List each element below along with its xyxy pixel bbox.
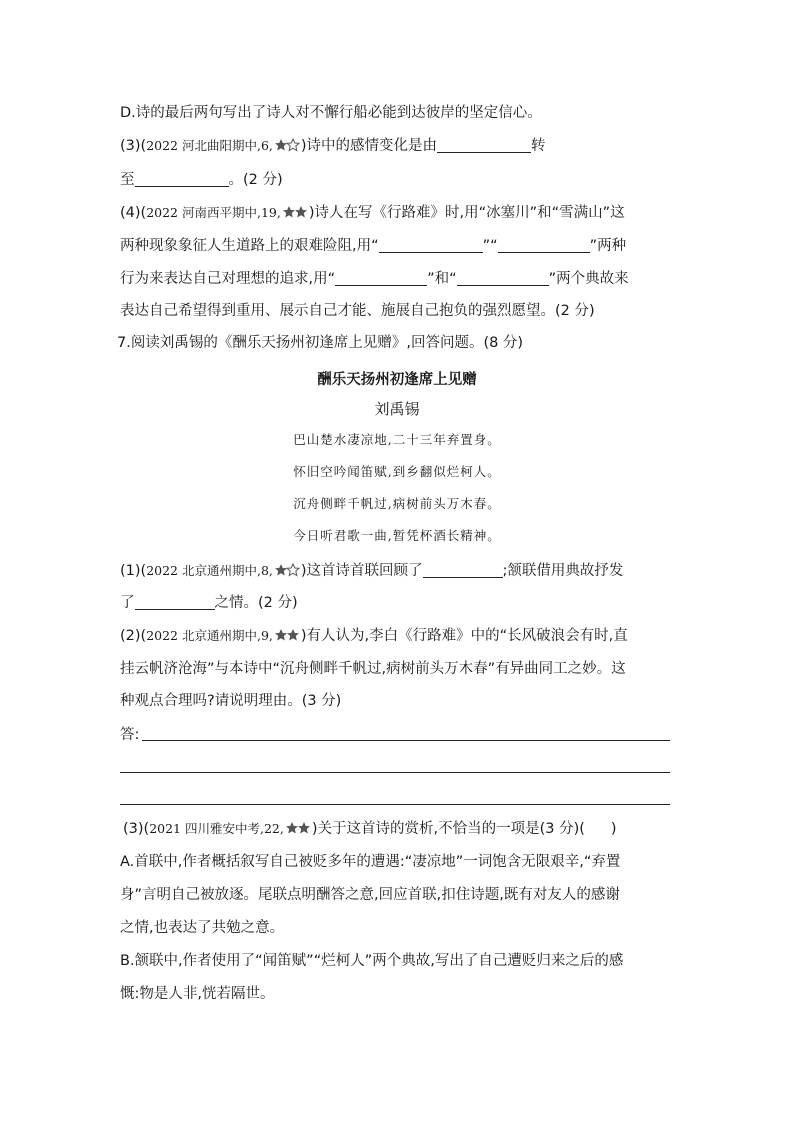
poem-line: 今日听君歌一曲,暂凭杯酒长精神。 [293,528,501,543]
q6-3-num: (3)( [120,138,147,154]
q6-4-line3-and: ”和“ [427,271,457,287]
poem-title: 酬乐天扬州初逢席上见赠 [317,372,477,388]
q7-1-score: 之情。(2 分) [214,595,298,611]
q7-1-source: 2022 北京通州期中,8, [146,563,273,578]
q7-1-text: )这首诗首联回顾了 [300,563,423,579]
q7-3-option-a-line2: 身”言明自己被放逐。尾联点明酬答之意,回应首联,扣住诗题,既有对友人的感谢 [120,887,620,903]
q7-2-line1 [120,626,628,648]
q6-4-line3 [120,269,629,289]
q6-4-quote-sep: ”“ [482,238,498,254]
q6-4-source: 2022 河南西平期中,19, [146,205,281,220]
difficulty-stars-icon [282,205,308,225]
q7-3-source: 2021 四川雅安中考,22, [149,821,284,836]
q6-3-line1 [120,136,546,158]
q6-4-line2-text: 两种现象象征人生道路上的艰难险阻,用“ [120,238,379,254]
difficulty-stars-icon [285,821,311,841]
q6-4-num: (4)( [120,205,147,221]
answer-line-1[interactable] [142,740,670,741]
q7-1-line2-start: 了 [120,595,135,611]
q7-2-line3: 种观点合理吗?请说明理由。(3 分) [120,693,342,709]
q7-intro: 7.阅读刘禹锡的《酬乐天扬州初逢席上见赠》,回答问题。(8 分) [117,335,524,351]
difficulty-stars-icon [274,138,300,158]
q6-4-line2 [120,236,626,256]
difficulty-stars-icon [274,563,300,583]
q6-3-blank-2[interactable] [135,170,229,187]
q7-1-blank-2[interactable] [135,593,215,610]
poem-line: 沉舟侧畔千帆过,病树前头万木春。 [293,496,501,511]
q7-3-num: (3)( [123,821,150,837]
q6-4-blank-1[interactable] [379,236,483,253]
q7-2-line2: 挂云帆济沧海”与本诗中“沉舟侧畔千帆过,病树前头万木春”有异曲同工之妙。这 [120,661,626,677]
q6-4-blank-3[interactable] [335,269,427,286]
q6-4-line3-end: ”两个典故来 [548,271,629,287]
q6-3-text: )诗中的感情变化是由 [300,138,438,154]
q7-2-source: 2022 北京通州期中,9, [146,628,273,643]
q7-1-num: (1)( [120,563,147,579]
q6-4-text: )诗人在写《行路难》时,用“冰塞川”和“雪满山”这 [308,205,625,221]
poem-line: 巴山楚水凄凉地,二十三年弃置身。 [293,432,501,447]
q6-4-line2-end: ”两种 [589,238,627,254]
q7-3-text: )关于这首诗的赏析,不恰当的一项是(3 分)( [311,821,585,837]
answer-line-3[interactable] [120,804,670,805]
q6-3-blank-1[interactable] [437,136,531,153]
q7-1-line2 [120,593,298,613]
q7-1-text-end: ;颔联借用典故抒发 [502,563,624,579]
q6-3-line2-start: 至 [120,172,135,188]
q7-1-blank-1[interactable] [423,561,503,578]
q7-2-text: )有人认为,李白《行路难》中的“长风破浪会有时,直 [300,628,628,644]
answer-line-2[interactable] [120,772,670,773]
q6-4-blank-2[interactable] [498,236,590,253]
answer-label: 答: [120,727,140,743]
q6-3-text-end: 转 [531,138,546,154]
q7-3-line1 [123,819,617,841]
q6-3-line2 [120,170,283,190]
q7-3-option-b-line1: B.颔联中,作者使用了“闻笛赋”“烂柯人”两个典故,写出了自己遭贬归来之后的感 [120,953,624,969]
q6-4-line4: 表达自己希望得到重用、展示自己才能、施展自己抱负的强烈愿望。(2 分) [120,303,595,319]
q6-4-line3-text: 行为来表达自己对理想的追求,用“ [120,271,336,287]
q7-3-option-b-line2: 慨:物是人非,恍若隔世。 [120,986,275,1002]
q6-option-d: D.诗的最后两句写出了诗人对不懈行船必能到达彼岸的坚定信心。 [120,105,542,121]
difficulty-stars-icon [274,628,300,648]
poem-author: 刘禹锡 [374,400,420,418]
q6-3-score: 。(2 分) [228,172,283,188]
poem-line: 怀旧空吟闻笛赋,到乡翻似烂柯人。 [293,464,501,479]
q6-4-line1 [120,203,625,225]
q7-3-close-paren: ) [610,821,617,837]
q6-3-source: 2022 河北曲阳期中,6, [146,138,273,153]
q7-2-num: (2)( [120,628,147,644]
q6-4-blank-4[interactable] [457,269,549,286]
q7-1-line1 [120,561,623,583]
q7-3-option-a-line3: 之情,也表达了共勉之意。 [120,920,285,936]
q7-3-option-a-line1: A.首联中,作者概括叙写自己被贬多年的遭遇:“凄凉地”一词饱含无限艰辛,“弃置 [120,854,621,870]
